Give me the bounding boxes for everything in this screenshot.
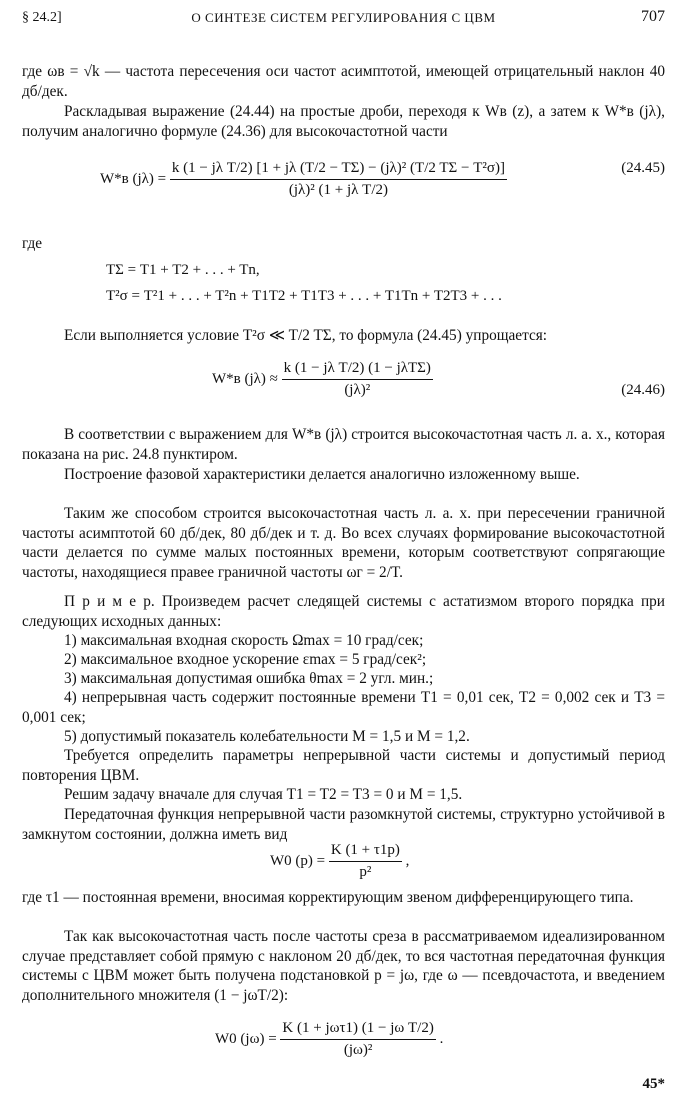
paragraph-pseudofrequency: Так как высокочастотная часть после частоты среза в рассматриваемом идеализированном случае представляет собой прямую с наклоном 20 дб/дек, то вся частотная передаточная функция системы с ЦВМ может быть получена подстановкой p = jω, где ω — псевдочастота, и введением дополнительного множителя (1 − jωT/2): [22, 928, 665, 1004]
w0jw-numerator: K (1 + jωτ1) (1 − jω T/2) [280, 1020, 435, 1040]
w0jw-denominator: (jω)² [343, 1042, 373, 1058]
equation-24-45 [100, 160, 507, 199]
eq45-fraction [170, 160, 507, 199]
w0jw-fraction [280, 1020, 435, 1059]
eq46-number: (24.46) [621, 382, 665, 398]
paragraph-phase: Построение фазовой характеристики делается аналогично изложенному выше. [64, 466, 580, 483]
list-item: 1) максимальная входная скорость Ωmax = 10 град/сек; [64, 632, 424, 649]
paragraph-case: Решим задачу вначале для случая T1 = T2 = T3 = 0 и M = 1,5. [64, 786, 463, 803]
eq45-number: (24.45) [621, 160, 665, 176]
eq45-denominator: (jλ)² (1 + jλ T/2) [288, 182, 388, 198]
paragraph-hf-part: В соответствии с выражением для W*в (jλ) строится высокочастотная часть л. а. х., которая показана на рис. 24.8 пунктиром. [22, 426, 665, 463]
equation-w0p [270, 842, 409, 881]
eq46-lhs: W*в (jλ) ≈ [212, 370, 278, 387]
list-item: 5) допустимый показатель колебательности M = 1,5 и M = 1,2. [64, 728, 470, 745]
section-number: § 24.2] [22, 10, 62, 25]
where-label: где [22, 235, 43, 252]
list-item: 3) максимальная допустимая ошибка θmax = 2 угл. мин.; [64, 670, 434, 687]
equation-24-46 [212, 360, 433, 399]
paragraph-decomposition: Раскладывая выражение (24.44) на простые дроби, переходя к Wв (z), а затем к W*в (jλ), получим аналогично формуле (24.36) для высокочастотной части [22, 103, 665, 140]
paragraph-omega: где ωв = √k — частота пересечения оси частот асимптотой, имеющей отрицательный наклон 40 дб/дек. [22, 63, 665, 100]
signature-mark: 45* [642, 1076, 665, 1092]
eq46-denominator: (jλ)² [344, 382, 371, 398]
list-item: 4) непрерывная часть содержит постоянные времени T1 = 0,01 сек, T2 = 0,002 сек и T3 = 0,001 сек; [22, 689, 665, 726]
paragraph-task: Требуется определить параметры непрерывной части системы и допустимый период повторения ЦВМ. [22, 747, 665, 784]
list-item: 2) максимальное входное ускорение εmax = 5 град/сек²; [64, 651, 427, 668]
paragraph-condition: Если выполняется условие T²σ ≪ T/2 TΣ, то формула (24.45) упрощается: [64, 327, 548, 344]
header-title: О СИНТЕЗЕ СИСТЕМ РЕГУЛИРОВАНИЯ С ЦВМ [191, 10, 496, 25]
paragraph-example: П р и м е р. Произведем расчет следящей системы с астатизмом второго порядка при следующих исходных данных: [22, 593, 665, 630]
running-header [22, 8, 665, 30]
eq46-numerator: k (1 − jλ T/2) (1 − jλTΣ) [282, 360, 433, 380]
w0p-numerator: K (1 + τ1p) [329, 842, 402, 862]
w0jw-period: . [439, 1030, 444, 1047]
paragraph-transfer: Передаточная функция непрерывной части разомкнутой системы, структурно устойчивой в замкнутом состоянии, должна иметь вид [22, 806, 665, 843]
eq45-numerator: k (1 − jλ T/2) [1 + jλ (T/2 − TΣ) − (jλ)² (T/2 TΣ − T²σ)] [170, 160, 507, 180]
paragraph-method: Таким же способом строится высокочастотная часть л. а. х. при пересечении граничной частоты асимптотой 60 дб/дек, 80 дб/дек и т. д. Во всех случаях формирование высокочастотной части делается по сумме малых постоянных времени, которым соответствуют сопрягающие частоты, находящиеся правее граничной частоты ωг = 2/T. [22, 505, 665, 581]
page-number: 707 [641, 8, 665, 25]
eq46-fraction [282, 360, 433, 399]
tsum-line-2: T²σ = T²1 + . . . + T²n + T1T2 + T1T3 + . . . + T1Tn + T2T3 + . . . [106, 288, 502, 304]
paragraph-tau: где τ1 — постоянная времени, вносимая корректирующим звеном дифференцирующего типа. [22, 889, 634, 906]
w0p-fraction [329, 842, 402, 881]
w0p-denominator: p² [359, 864, 372, 880]
tsum-line-1: TΣ = T1 + T2 + . . . + Tn, [106, 262, 260, 278]
equation-w0jw [215, 1020, 443, 1059]
w0p-lhs: W0 (p) = [270, 852, 326, 869]
w0jw-lhs: W0 (jω) = [215, 1030, 277, 1047]
w0p-comma: , [405, 852, 410, 869]
eq45-lhs: W*в (jλ) = [100, 170, 167, 187]
